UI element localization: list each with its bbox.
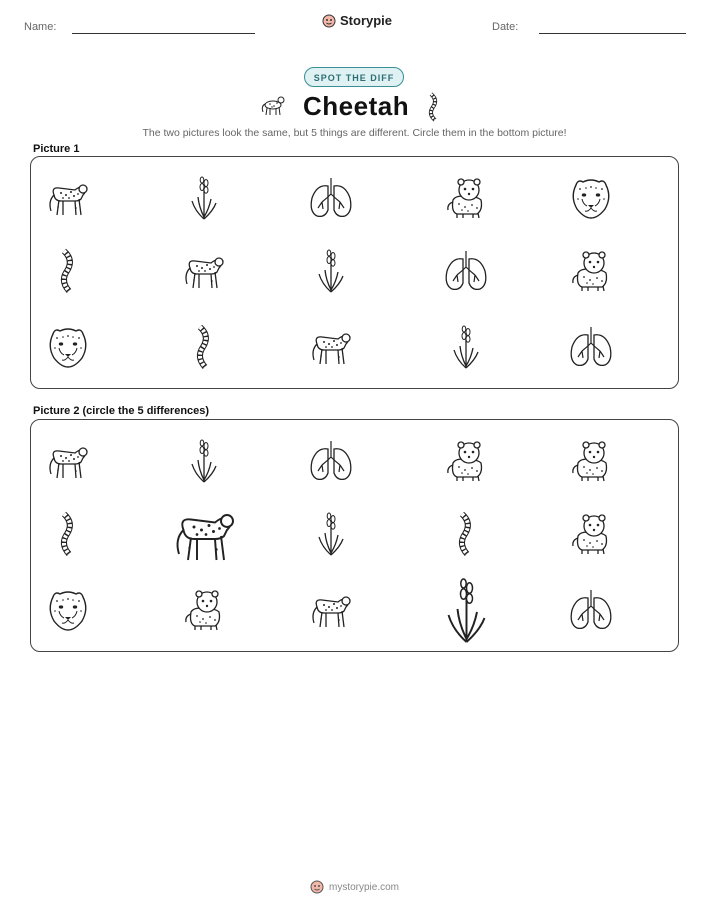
date-label: Date: <box>492 21 519 33</box>
spine-icon <box>455 511 477 557</box>
name-label: Name: <box>24 21 57 33</box>
wheat-plant-icon <box>444 576 489 645</box>
picture2-item-r2c5[interactable] <box>566 509 616 559</box>
picture1-frame <box>30 156 679 389</box>
picture2-item-r1c4[interactable] <box>441 436 491 486</box>
storypie-mascot-icon <box>310 880 324 894</box>
wheat-plant-icon <box>316 511 346 557</box>
spine-icon <box>57 248 79 294</box>
picture1-item-r3c1 <box>43 322 93 372</box>
picture1-item-r2c3 <box>306 246 356 296</box>
footer-url: mystorypie.com <box>328 881 399 893</box>
picture2-item-r3c5[interactable] <box>566 585 616 635</box>
instructions-text: The two pictures look the same, but 5 things are different. Circle them in the bottom picture! <box>142 127 567 139</box>
wheat-plant-icon <box>451 324 481 370</box>
picture2-item-r2c4[interactable] <box>441 509 491 559</box>
spine-icon <box>427 92 441 122</box>
lungs-icon <box>307 176 355 220</box>
wheat-plant-icon <box>189 438 219 484</box>
spot-the-diff-badge: SPOT THE DIFF <box>304 67 404 87</box>
lungs-icon <box>567 325 615 369</box>
spine-icon <box>193 324 215 370</box>
cheetah-cub-icon <box>568 512 614 556</box>
picture2-item-r3c4[interactable] <box>431 575 501 645</box>
picture1-item-r1c5 <box>566 173 616 223</box>
picture2-item-r1c3[interactable] <box>306 436 356 486</box>
date-line[interactable] <box>539 33 686 34</box>
page-title: Cheetah <box>303 91 410 121</box>
cheetah-standing-icon <box>181 248 227 294</box>
picture1-item-r2c2 <box>179 246 229 296</box>
picture2-item-r3c1[interactable] <box>43 585 93 635</box>
wheat-plant-icon <box>316 248 346 294</box>
picture1-item-r3c5 <box>566 322 616 372</box>
cheetah-standing-icon <box>308 587 354 633</box>
cheetah-cub-icon <box>181 588 227 632</box>
spine-icon <box>57 511 79 557</box>
picture2-item-r1c2[interactable] <box>179 436 229 486</box>
lungs-icon <box>307 439 355 483</box>
picture2-item-r2c2[interactable] <box>169 499 239 569</box>
cheetah-standing-icon <box>260 92 286 118</box>
brand-name: Storypie <box>340 13 393 28</box>
name-line[interactable] <box>72 33 255 34</box>
picture1-item-r2c4 <box>441 246 491 296</box>
cheetah-standing-icon <box>45 175 91 221</box>
cheetah-face-icon <box>568 175 614 221</box>
cheetah-face-icon <box>45 587 91 633</box>
picture1-label: Picture 1 <box>33 143 80 155</box>
footer <box>0 880 709 894</box>
brand-logo <box>322 13 392 28</box>
cheetah-standing-icon <box>170 500 239 569</box>
storypie-mascot-icon <box>322 14 336 28</box>
lungs-icon <box>442 249 490 293</box>
picture1-item-r1c4 <box>441 173 491 223</box>
picture2-item-r1c5[interactable] <box>566 436 616 486</box>
wheat-plant-icon <box>189 175 219 221</box>
picture2-item-r2c3[interactable] <box>306 509 356 559</box>
picture2-item-r3c3[interactable] <box>306 585 356 635</box>
picture1-item-r3c4 <box>441 322 491 372</box>
picture2-label: Picture 2 (circle the 5 differences) <box>33 405 210 417</box>
picture2-item-r3c2[interactable] <box>179 585 229 635</box>
picture1-item-r2c1 <box>43 246 93 296</box>
picture1-item-r2c5 <box>566 246 616 296</box>
cheetah-cub-icon <box>568 249 614 293</box>
picture1-item-r3c3 <box>306 322 356 372</box>
lungs-icon <box>567 588 615 632</box>
picture1-item-r1c3 <box>306 173 356 223</box>
picture1-item-r1c1 <box>43 173 93 223</box>
picture2-item-r1c1[interactable] <box>43 436 93 486</box>
picture1-item-r3c2 <box>179 322 229 372</box>
cheetah-cub-icon <box>443 439 489 483</box>
cheetah-face-icon <box>45 324 91 370</box>
picture2-frame[interactable] <box>30 419 679 652</box>
cheetah-standing-icon <box>45 438 91 484</box>
cheetah-cub-icon <box>443 176 489 220</box>
cheetah-standing-icon <box>308 324 354 370</box>
cheetah-cub-icon <box>568 439 614 483</box>
picture2-item-r2c1[interactable] <box>43 509 93 559</box>
picture1-item-r1c2 <box>179 173 229 223</box>
